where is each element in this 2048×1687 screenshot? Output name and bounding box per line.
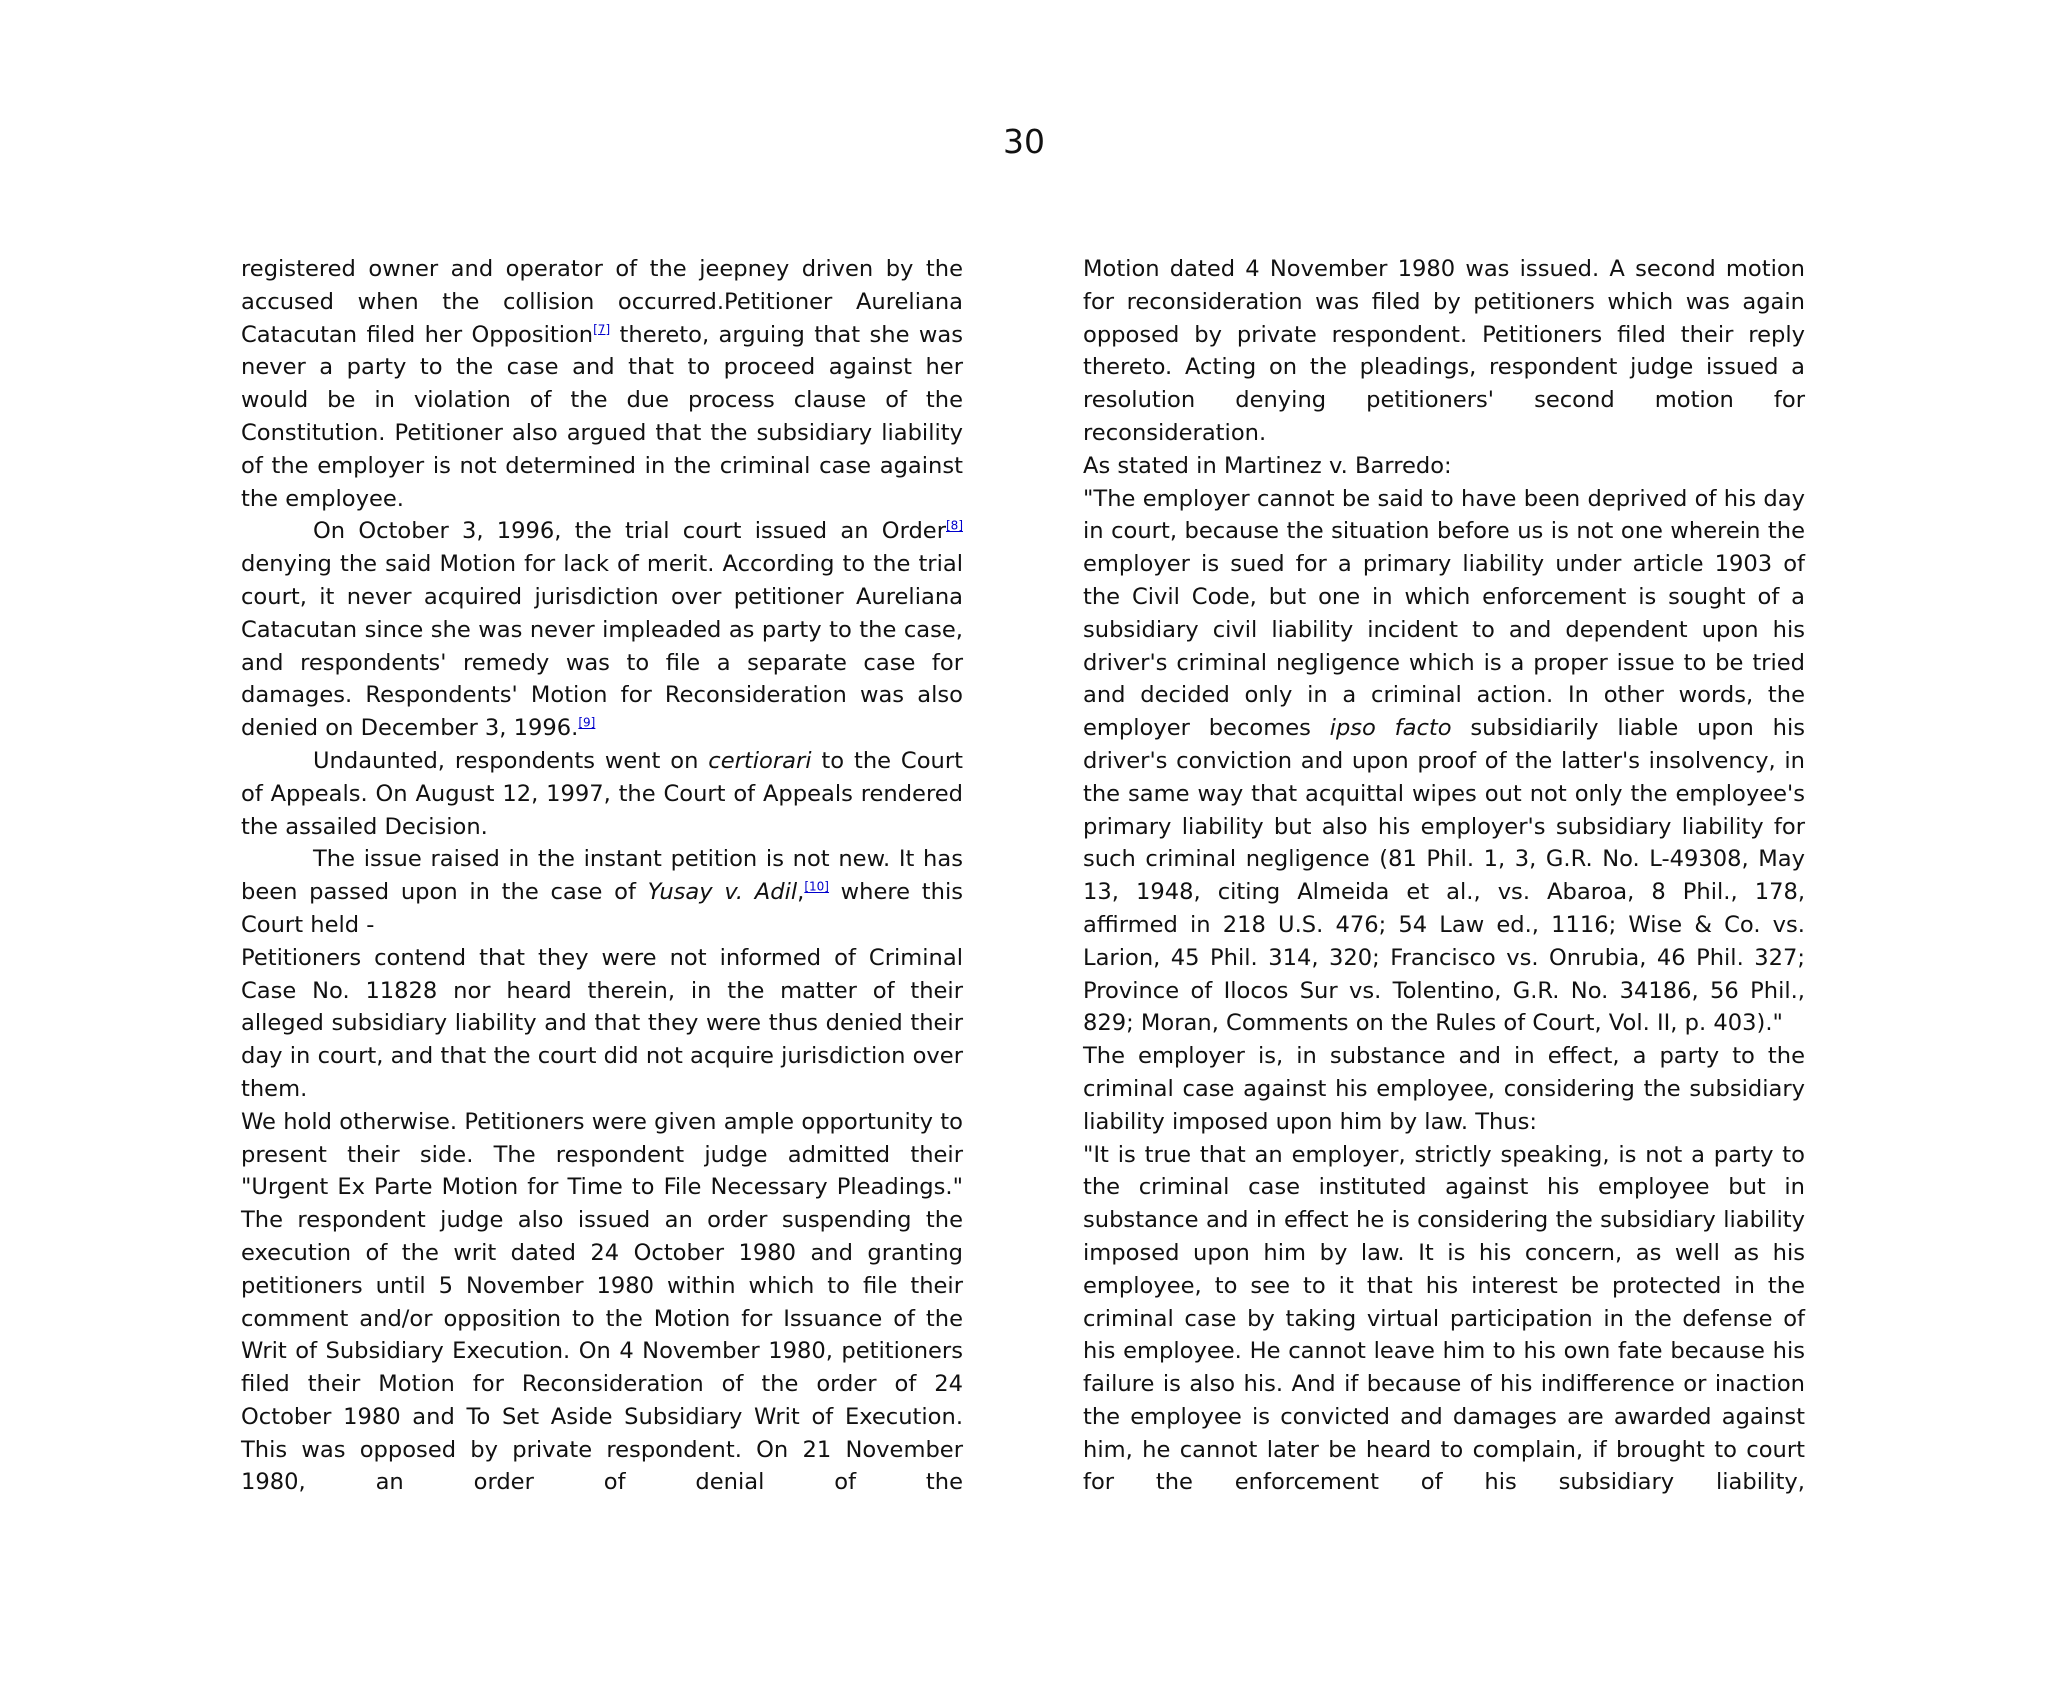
paragraph-certiorari: Undaunted, respondents went on certiorari to the Court of Appeals. On August 12, 1997, the Court of Appeals rendered the assailed Decision. bbox=[241, 747, 963, 840]
paragraph-opposition: registered owner and operator of the jeepney driven by the accused when the collision occurred.Petitioner Aureliana Catacutan filed her Opposition[7] thereto, arguing that she was never a party to the case and that to proceed against her would be in violation of the due process clause of the Constitution. Petitioner also argued that the subsidiary liability of the employer is not determined in the criminal case against the employee. bbox=[241, 256, 963, 512]
paragraph-it-is-true-quote: "It is true that an employer, strictly speaking, is not a party to the criminal case instituted against his employee but in substance and in effect he is considering the subsidiary liability imposed upon him by law. It is his concern, as well as his employee, to see to it that his interest be protected in the criminal case by taking virtual participation in the defense of his employee. He cannot leave him to his own fate because his failure is also his. And if because of his indifference or inaction the employee is convicted and damages are awarded against him, he cannot later be heard to complain, if brought to court for the enforcement of his subsidiary liability, bbox=[1083, 1141, 1805, 1496]
page-number: 30 bbox=[1003, 122, 1045, 161]
paragraph-issue-raised: The issue raised in the instant petition is not new. It has been passed upon in the case of Yusay v. Adil,[10] where this Court held - bbox=[241, 846, 964, 938]
footnote-link-7[interactable]: [7] bbox=[593, 322, 611, 337]
footnote-link-10[interactable]: [10] bbox=[804, 879, 829, 894]
paragraph-motion-dated: Motion dated 4 November 1980 was issued. A second motion for reconsideration was filed by petitioners which was again opposed by private respondent. Petitioners filed their reply thereto. Acting on the pleadings, respondent judge issued a resolution denying petitioners' second motion for reconsideration. bbox=[1083, 256, 1805, 446]
paragraph-we-hold-otherwise: We hold otherwise. Petitioners were given ample opportunity to present their side. The respondent judge admitted their "Urgent Ex Parte Motion for Time to File Necessary Pleadings." The respondent judge also issued an order suspending the execution of the writ dated 24 October 1980 and granting petitioners until 5 November 1980 within which to file their comment and/or opposition to the Motion for Issuance of the Writ of Subsidiary Execution. On 4 November 1980, petitioners filed their Motion for Reconsideration of the order of 24 October 1980 and To Set Aside Subsidiary Writ of Execution. This was opposed by private respondent. On 21 November 1980, an order of denial of the bbox=[241, 1108, 963, 1496]
paragraph-petitioners-contend: Petitioners contend that they were not informed of Criminal Case No. 11828 nor heard therein, in the matter of their alleged subsidiary liability and that they were thus denied their day in court, and that the court did not acquire jurisdiction over them. bbox=[241, 944, 963, 1102]
right-column bbox=[1083, 253, 1805, 1499]
footnote-link-8[interactable]: [8] bbox=[946, 518, 963, 533]
paragraph-trial-court-order: On October 3, 1996, the trial court issued an Order[8] denying the said Motion for lack of merit. According to the trial court, it never acquired jurisdiction over petitioner Aureliana Catacutan since she was never impleaded as party to the case, and respondents' remedy was to file a separate case for damages. Respondents' Motion for Reconsideration was also denied on December 3, 1996.[9] bbox=[241, 518, 963, 742]
footnote-link-9[interactable]: [9] bbox=[578, 715, 596, 730]
paragraph-martinez-quote: "The employer cannot be said to have been deprived of his day in court, because the situation before us is not one wherein the employer is sued for a primary liability under article 1903 of the Civil Code, but one in which enforcement is sought of a subsidiary civil liability incident to and dependent upon his driver's criminal negligence which is a proper issue to be tried and decided only in a criminal action. In other words, the employer becomes ipso facto subsidiarily liable upon his driver's conviction and upon proof of the latter's insolvency, in the same way that acquittal wipes out not only the employee's primary liability but also his employer's subsidiary liability for such criminal negligence (81 Phil. 1, 3, G.R. No. L-49308, May 13, 1948, citing Almeida et al., vs. Abaroa, 8 Phil., 178, affirmed in 218 U.S. 476; 54 Law ed., 1116; Wise & Co. vs. Larion, 45 Phil. 314, 320; Francisco vs. Onrubia, 46 Phil. 327; Province of Ilocos Sur vs. Tolentino, G.R. No. 34186, 56 Phil., 829; Moran, Comments on the Rules of Court, Vol. II, p. 403)." bbox=[1083, 485, 1805, 1037]
left-column bbox=[241, 253, 963, 1499]
paragraph-employer-party: The employer is, in substance and in effect, a party to the criminal case against his employee, considering the subsidiary liability imposed upon him by law. Thus: bbox=[1083, 1043, 1805, 1135]
paragraph-martinez-intro: As stated in Martinez v. Barredo: bbox=[1083, 452, 1452, 479]
